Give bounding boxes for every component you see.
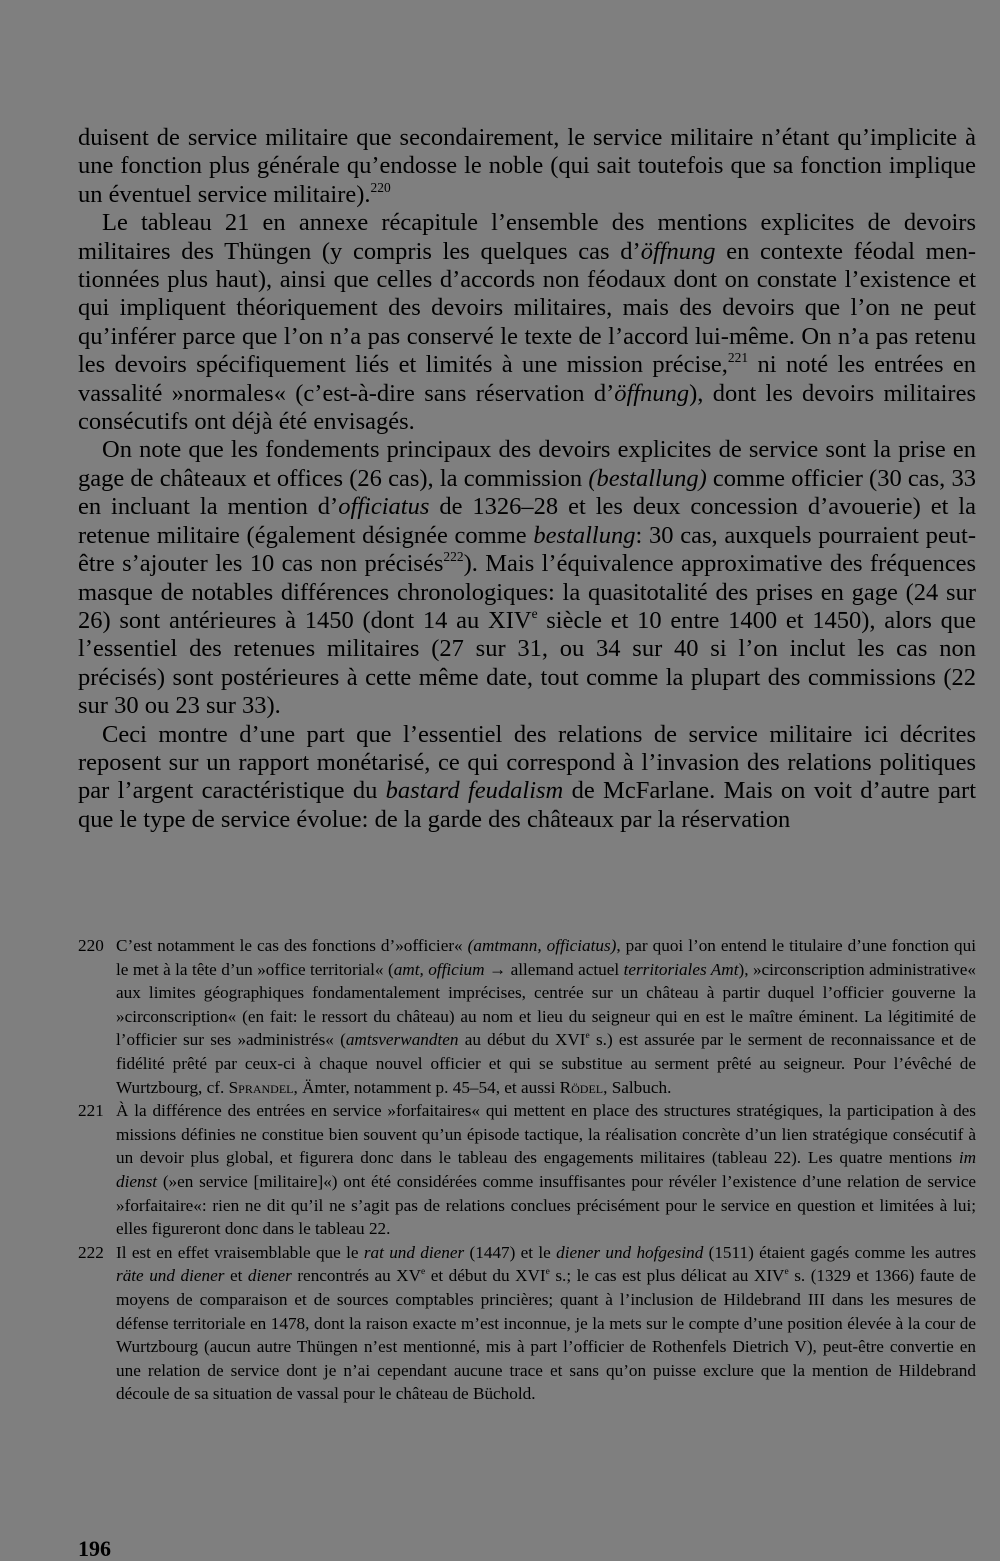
text-run: Il est en effet vraisemblable que le (116, 1242, 364, 1262)
text-run: siècle et 10 entre 1400 et 1450), alors que l’essentiel des retenues militaires (27 sur 31, ou 34 sur 40 si l’on inclut les cas non précisés) sont postérieures à cette même date, tout comme la plupart des commissions (22 sur 30 ou 23 sur 33). (78, 606, 976, 720)
footnote (78, 1241, 976, 1406)
italic-term: officiatus (338, 493, 430, 521)
paragraph (78, 436, 976, 720)
text-run: et (224, 1266, 248, 1286)
text-run: et début du XVI (425, 1266, 546, 1286)
text-run: s. (1329 et 1366) faute de moyens de comparaison et de sources comptables princières; quant à l’inclusion de Hildebrand III dans les mesures de défense territoriale en 1478, dont la raison exacte m’est inconnue, je la mets sur le compte d’une position élevée à la cour de Wurtzbourg (aucun autre Thüngen n’est mentionné, mis à part l’officier de Rothenfels Dietrich V), peut-être convertie en une relation de service dont je n’ai cependant aucune trace et sans qu’on puisse exclure que la mention de Hildebrand découle de sa situation de vassal pour le château de Büchold. (116, 1266, 976, 1404)
author-name: Sprandel (228, 1077, 294, 1097)
italic-term: diener (247, 1266, 292, 1286)
footnote-number: 221 (78, 1101, 104, 1121)
text-run: ). Mais l’équivalence approximative des fréquences masque de notables différences chronologiques: la quasitotalité des prises en gage (24 sur 26) sont antérieures à 1450 (dont 14 au XIV (78, 550, 976, 634)
author-name: Rödel (559, 1077, 604, 1097)
text-run: duisent de service militaire que secondairement, le service militaire n’étant qu’implicite à une fonction plus générale qu’endosse le noble (qui sait toutefois que sa fonction implique un éventuel service militaire). (78, 124, 976, 208)
text-run: en contexte féodal mentionnées plus haut), ainsi que celles d’accords non féodaux dont on constate l’existence et qui impliquent théoriquement des devoirs militaires, mais des devoirs que l’on ne peut qu’inférer parce que l’on n’a pas conservé le texte de l’accord lui-même. On n’a pas retenu les devoirs spécifiquement liés et limités à une mission précise, (78, 237, 976, 379)
text-run: s.; le cas est plus délicat au XIV (549, 1266, 785, 1286)
text-run: au début du XVI (458, 1030, 586, 1050)
footnote (78, 1099, 976, 1241)
text-run: ), dont les devoirs militaires consécutifs ont déjà été envisagés. (78, 379, 976, 436)
paragraph (78, 209, 976, 436)
superscript: e (545, 1267, 550, 1278)
text-run: Le tableau 21 en annexe récapitule l’ensemble des mentions explicites de devoirs militaires des Thüngen (y compris les quelques cas d’ (78, 209, 976, 265)
paragraph (78, 721, 976, 835)
italic-term: rat und diener (363, 1242, 465, 1262)
superscript: 220 (370, 179, 391, 195)
text-run: rencontrés au XV (291, 1266, 422, 1286)
italic-term: bastard feudalism (385, 777, 564, 805)
text-run: À la différence des entrées en service »forfaitaires« qui mettent en place des structures stratégiques, la participation à des missions définies ne constitue bien souvent qu’un épisode tactique, la réalisation concrète d’un lien stratégique consécutif à un devoir plus global, et figurera donc dans le tableau des engagements militaires (tableau 22). Les quatre mentions (116, 1101, 976, 1168)
text-run: Ceci montre d’une part que l’essentiel des relations de service militaire ici décrites reposent sur un rapport monétarisé, ce qui correspond à l’invasion des relations politiques par l’argent caractéristique du (78, 720, 976, 805)
text-run: de McFarlane. Mais on voit d’autre part que le type de service évolue: de la garde des châteaux par la réservation (78, 777, 976, 833)
text-run: ni noté les entrées en vassalité »normales« (c’est-à-dire sans réservation d’ (78, 351, 977, 407)
text-run: , par quoi l’on entend le titulaire d’une fonction qui le met à la tête d’un »office territorial« ( (116, 936, 976, 979)
italic-term: räte und diener (116, 1266, 225, 1286)
superscript: 222 (443, 549, 464, 564)
superscript: 221 (727, 350, 749, 366)
text-run: On note que les fondements principaux des devoirs explicites de service sont la prise en gage de châteaux et offices (26 cas), la commission (78, 436, 976, 492)
text-run: comme officier (30 cas, 33 en incluant la mention d’ (78, 464, 976, 521)
text-run: : 30 cas, auxquels pourraient peut-être s’ajouter les 10 cas non précisés (78, 521, 976, 578)
italic-term: im dienst (116, 1148, 976, 1191)
footnotes (78, 934, 976, 1406)
text-run: , Ämter, notamment p. 45–54, et aussi (293, 1077, 560, 1097)
superscript: e (784, 1267, 789, 1278)
superscript: e (585, 1031, 590, 1042)
italic-term: bestallung (533, 521, 636, 549)
text-run: de 1326–28 et les deux concession d’avouerie) et la retenue militaire (également désignée comme (78, 493, 976, 549)
italic-term: (amtmann, officiatus) (467, 936, 617, 955)
text-run: , Salbuch. (603, 1077, 672, 1097)
italic-term: territoriales Amt (623, 959, 739, 979)
paragraph (78, 124, 976, 209)
text-run: s.) est assurée par le serment de reconnaissance et de fidélité prêté par ceux-ci à chaque nouvel officier et qui se substitue au serment prêté au seigneur. Pour l’évêché de Wurtzbourg, cf. (116, 1030, 976, 1097)
italic-term: diener und hofgesind (556, 1242, 704, 1262)
footnote-number: 220 (78, 936, 104, 955)
footnote (78, 934, 976, 1099)
text-run: C’est notamment le cas des fonctions d’»officier« (116, 936, 468, 955)
superscript: e (531, 605, 538, 621)
main-text (78, 124, 976, 834)
footnote-number: 222 (78, 1242, 104, 1262)
page-number: 196 (78, 1536, 111, 1561)
text-run: → allemand actuel (484, 959, 624, 979)
italic-term: (bestallung) (588, 464, 707, 492)
text-run: (»en service [militaire]«) ont été considérées comme insuffisantes pour révéler l’existence d’une relation de service »forfaitaire«: rien ne dit qu’il ne s’agit pas de relations conclues précisément pour le service en question et limitées à lui; elles figureront donc dans le tableau 22. (116, 1171, 976, 1239)
italic-term: öffnung (614, 379, 690, 407)
italic-term: amtsverwandten (345, 1030, 459, 1050)
text-run: ), »circonscription administrative« aux limites géographiques fondamentalement imprécises, centrée sur un château à partir duquel l’officier gouverne la »circonscription« (en fait: le ressort du château) au nom et lieu du seigneur qui en est le maître éminent. La légitimité de l’officier sur ses »administrés« ( (116, 959, 976, 1050)
text-run: (1511) étaient gagés comme les autres (703, 1242, 977, 1262)
text-run: (1447) et le (464, 1242, 557, 1262)
superscript: e (421, 1267, 426, 1278)
italic-term: öffnung (640, 237, 716, 265)
italic-term: amt, officium (393, 959, 485, 979)
